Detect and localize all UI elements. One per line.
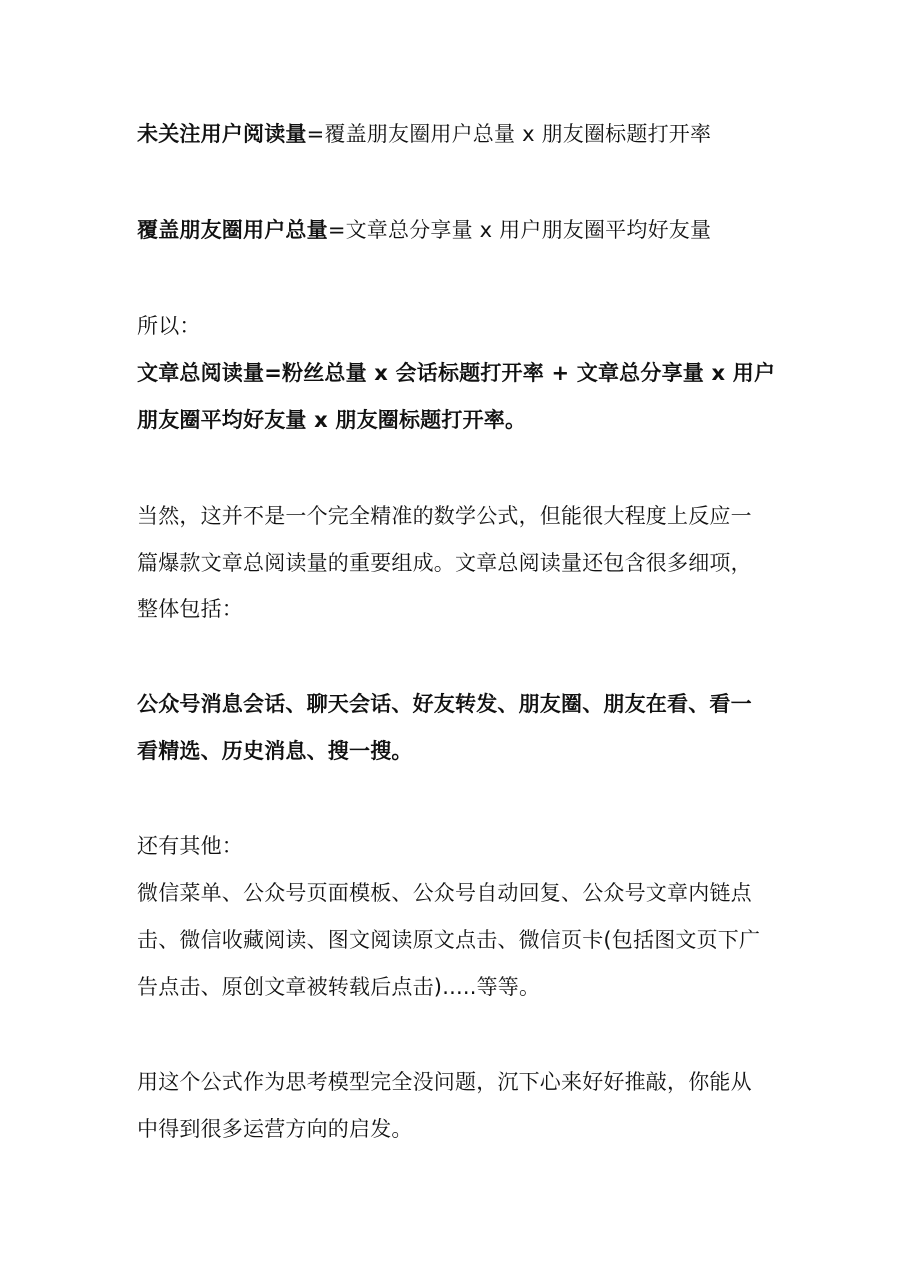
traffic-sources-line: 看精选、历史消息、搜一搜。 (137, 739, 413, 763)
traffic-sources-line: 公众号消息会话、聊天会话、好友转发、朋友圈、朋友在看、看一 (137, 692, 752, 716)
formula-moments-coverage (137, 215, 711, 245)
explanation-line: 篇爆款文章总阅读量的重要组成。文章总阅读量还包含很多细项， (137, 551, 752, 575)
conclusion-formula-line: 朋友圈平均好友量 x 朋友圈标题打开率。 (137, 408, 527, 432)
others-line: 微信菜单、公众号页面模板、公众号自动回复、公众号文章内链点 (137, 881, 752, 905)
formula-unfollowed-readers (137, 119, 711, 149)
others-line: 击、微信收藏阅读、图文阅读原文点击、微信页卡(包括图文页下广 (137, 928, 761, 952)
closing-line: 用这个公式作为思考模型完全没问题，沉下心来好好推敲，你能从 (137, 1070, 752, 1094)
others-intro: 还有其他： (137, 834, 243, 858)
formula-definition: =覆盖朋友圈用户总量 x 朋友圈标题打开率 (306, 122, 712, 146)
conclusion-intro: 所以： (137, 314, 201, 338)
closing-line: 中得到很多运营方向的启发。 (137, 1117, 413, 1141)
explanation-line: 当然，这并不是一个完全精准的数学公式，但能很大程度上反应一 (137, 504, 752, 528)
explanation-line: 整体包括： (137, 597, 243, 621)
conclusion-formula-line: 文章总阅读量=粉丝总量 x 会话标题打开率 + 文章总分享量 x 用户 (137, 361, 776, 385)
others-line: 告点击、原创文章被转载后点击).....等等。 (137, 975, 541, 999)
formula-term: 覆盖朋友圈用户总量 (137, 218, 328, 242)
formula-term: 未关注用户阅读量 (137, 122, 307, 146)
formula-definition: =文章总分享量 x 用户朋友圈平均好友量 (327, 218, 712, 242)
